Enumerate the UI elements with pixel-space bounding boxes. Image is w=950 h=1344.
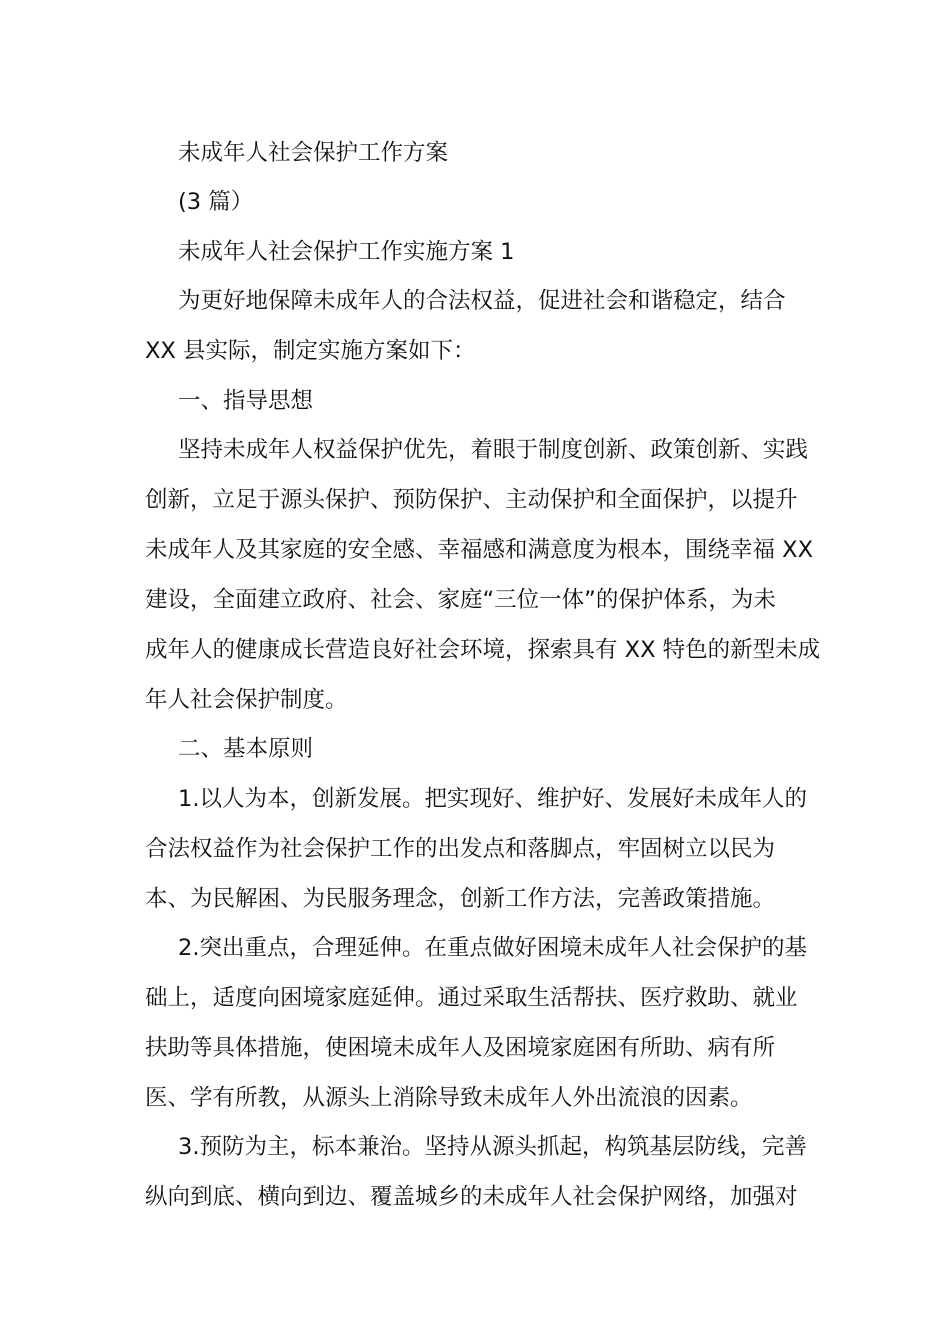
paragraph-line: 医、学有所教，从源头上消除导致未成年人外出流浪的因素。: [145, 1085, 753, 1111]
paragraph-line: 年人社会保护制度。: [145, 687, 348, 713]
section-heading: 未成年人社会保护工作实施方案 1: [178, 239, 515, 265]
paragraph-line: 合法权益作为社会保护工作的出发点和落脚点，牢固树立以民为: [145, 836, 776, 862]
document-subtitle: (3 篇）: [178, 189, 254, 215]
paragraph-line: 坚持未成年人权益保护优先，着眼于制度创新、政策创新、实践: [178, 437, 809, 463]
paragraph-line: 3.预防为主，标本兼治。坚持从源头抓起，构筑基层防线，完善: [178, 1134, 807, 1160]
paragraph-line: 成年人的健康成长营造良好社会环境，探索具有 XX 特色的新型未成: [145, 637, 821, 663]
paragraph-line: 创新，立足于源头保护、预防保护、主动保护和全面保护，以提升: [145, 487, 798, 513]
section-heading-basic-principles: 二、基本原则: [178, 736, 314, 762]
paragraph-line: 1.以人为本，创新发展。把实现好、维护好、发展好未成年人的: [178, 786, 807, 812]
paragraph-line: 纵向到底、横向到边、覆盖城乡的未成年人社会保护网络，加强对: [145, 1184, 798, 1210]
paragraph-line: 未成年人及其家庭的安全感、幸福感和满意度为根本，围绕幸福 XX: [145, 537, 813, 563]
paragraph-line: 本、为民解困、为民服务理念，创新工作方法，完善政策措施。: [145, 886, 776, 912]
paragraph-line: 建设，全面建立政府、社会、家庭“三位一体”的保护体系，为未: [145, 587, 776, 613]
paragraph-line: XX 县实际，制定实施方案如下：: [145, 338, 476, 364]
paragraph-line: 为更好地保障未成年人的合法权益，促进社会和谐稳定，结合: [178, 288, 786, 314]
section-heading-guiding-ideology: 一、指导思想: [178, 388, 314, 414]
document-title: 未成年人社会保护工作方案: [178, 140, 449, 166]
paragraph-line: 础上，适度向困境家庭延伸。通过采取生活帮扶、医疗救助、就业: [145, 985, 798, 1011]
paragraph-line: 2.突出重点，合理延伸。在重点做好困境未成年人社会保护的基: [178, 935, 807, 961]
paragraph-line: 扶助等具体措施，使困境未成年人及困境家庭困有所助、病有所: [145, 1035, 776, 1061]
